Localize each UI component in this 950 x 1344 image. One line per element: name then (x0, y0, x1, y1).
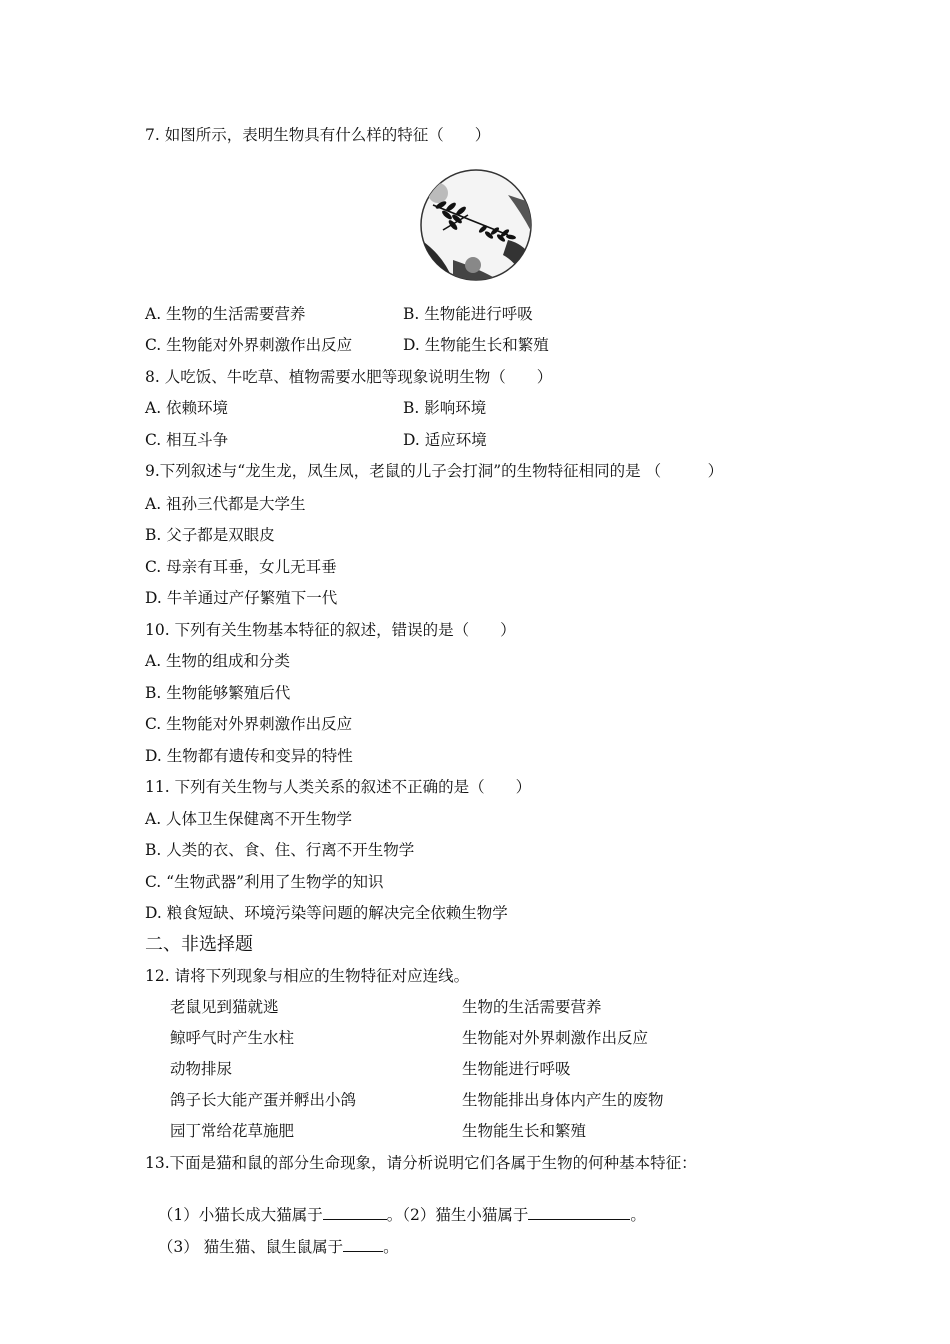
q9-stem: 9.下列叙述与“龙生龙，凤生凤，老鼠的儿子会打洞”的生物特征相同的是 （ ） (145, 462, 724, 480)
q13-stem: 13.下面是猫和鼠的部分生命现象，请分析说明它们各属于生物的何种基本特征： (145, 1154, 697, 1172)
q9-option-b: B. 父子都是双眼皮 (145, 526, 275, 544)
q10-option-a: A. 生物的组成和分类 (145, 652, 291, 670)
q13-part1-text: （1）小猫长成大猫属于 (157, 1206, 323, 1224)
q8-option-b: B. 影响环境 (403, 399, 487, 417)
q11-option-d: D. 粮食短缺、环境污染等问题的解决完全依赖生物学 (145, 904, 508, 922)
q7-option-a: A. 生物的生活需要营养 (145, 305, 306, 323)
q12-phenomenon: 动物排尿 (170, 1060, 233, 1078)
q10-option-b: B. 生物能够繁殖后代 (145, 684, 291, 702)
q8-option-a: A. 依赖环境 (145, 399, 229, 417)
q9-option-d: D. 牛羊通过产仔繁殖下一代 (145, 589, 338, 607)
q13-part3-end: 。 (383, 1238, 399, 1256)
q12-characteristic: 生物能排出身体内产生的废物 (462, 1091, 664, 1109)
q11-stem: 11. 下列有关生物与人类关系的叙述不正确的是（ ） (145, 778, 532, 796)
q7-option-d: D. 生物能生长和繁殖 (403, 336, 549, 354)
q9-option-a: A. 祖孙三代都是大学生 (145, 495, 306, 513)
q12-stem: 12. 请将下列现象与相应的生物特征对应连线。 (145, 967, 470, 985)
q13-blank-2[interactable] (528, 1205, 630, 1220)
q13-part1-end: 。 (386, 1206, 403, 1224)
q12-characteristic: 生物能生长和繁殖 (462, 1122, 587, 1140)
q11-option-a: A. 人体卫生保健离不开生物学 (145, 810, 353, 828)
q13-part2-text: （2）猫生小猫属于 (402, 1206, 529, 1224)
q7-option-b: B. 生物能进行呼吸 (403, 305, 533, 323)
q12-characteristic: 生物能对外界刺激作出反应 (462, 1029, 649, 1047)
q11-option-c: C. “生物武器”利用了生物学的知识 (145, 873, 384, 891)
q13-part3-text: （3） 猫生猫、鼠生鼠属于 (157, 1238, 344, 1256)
q10-stem: 10. 下列有关生物基本特征的叙述，错误的是（ ） (145, 621, 516, 639)
q12-phenomenon: 鸽子长大能产蛋并孵出小鸽 (170, 1091, 357, 1109)
q12-characteristic: 生物能进行呼吸 (462, 1060, 571, 1078)
q13-blank-3[interactable] (343, 1237, 383, 1252)
q12-phenomenon: 园丁常给花草施肥 (170, 1122, 295, 1140)
q7-stem: 7. 如图所示，表明生物具有什么样的特征（ ） (145, 126, 491, 144)
q12-characteristic: 生物的生活需要营养 (462, 998, 602, 1016)
q8-option-c: C. 相互斗争 (145, 431, 229, 449)
q10-option-c: C. 生物能对外界刺激作出反应 (145, 715, 353, 733)
q11-option-b: B. 人类的衣、食、住、行离不开生物学 (145, 841, 415, 859)
q8-stem: 8. 人吃饭、牛吃草、植物需要水肥等现象说明生物（ ） (145, 368, 553, 386)
q10-option-d: D. 生物都有遗传和变异的特性 (145, 747, 353, 765)
q8-option-d: D. 适应环境 (403, 431, 487, 449)
q13-part2-end: 。 (630, 1206, 646, 1224)
mimosa-leaf-figure (413, 165, 539, 283)
q12-phenomenon: 老鼠见到猫就逃 (170, 998, 279, 1016)
q9-option-c: C. 母亲有耳垂，女儿无耳垂 (145, 558, 337, 576)
q7-option-c: C. 生物能对外界刺激作出反应 (145, 336, 353, 354)
section-heading: 二、非选择题 (145, 934, 253, 955)
q12-phenomenon: 鲸呼气时产生水柱 (170, 1029, 295, 1047)
q13-part-3 (148, 1217, 399, 1257)
